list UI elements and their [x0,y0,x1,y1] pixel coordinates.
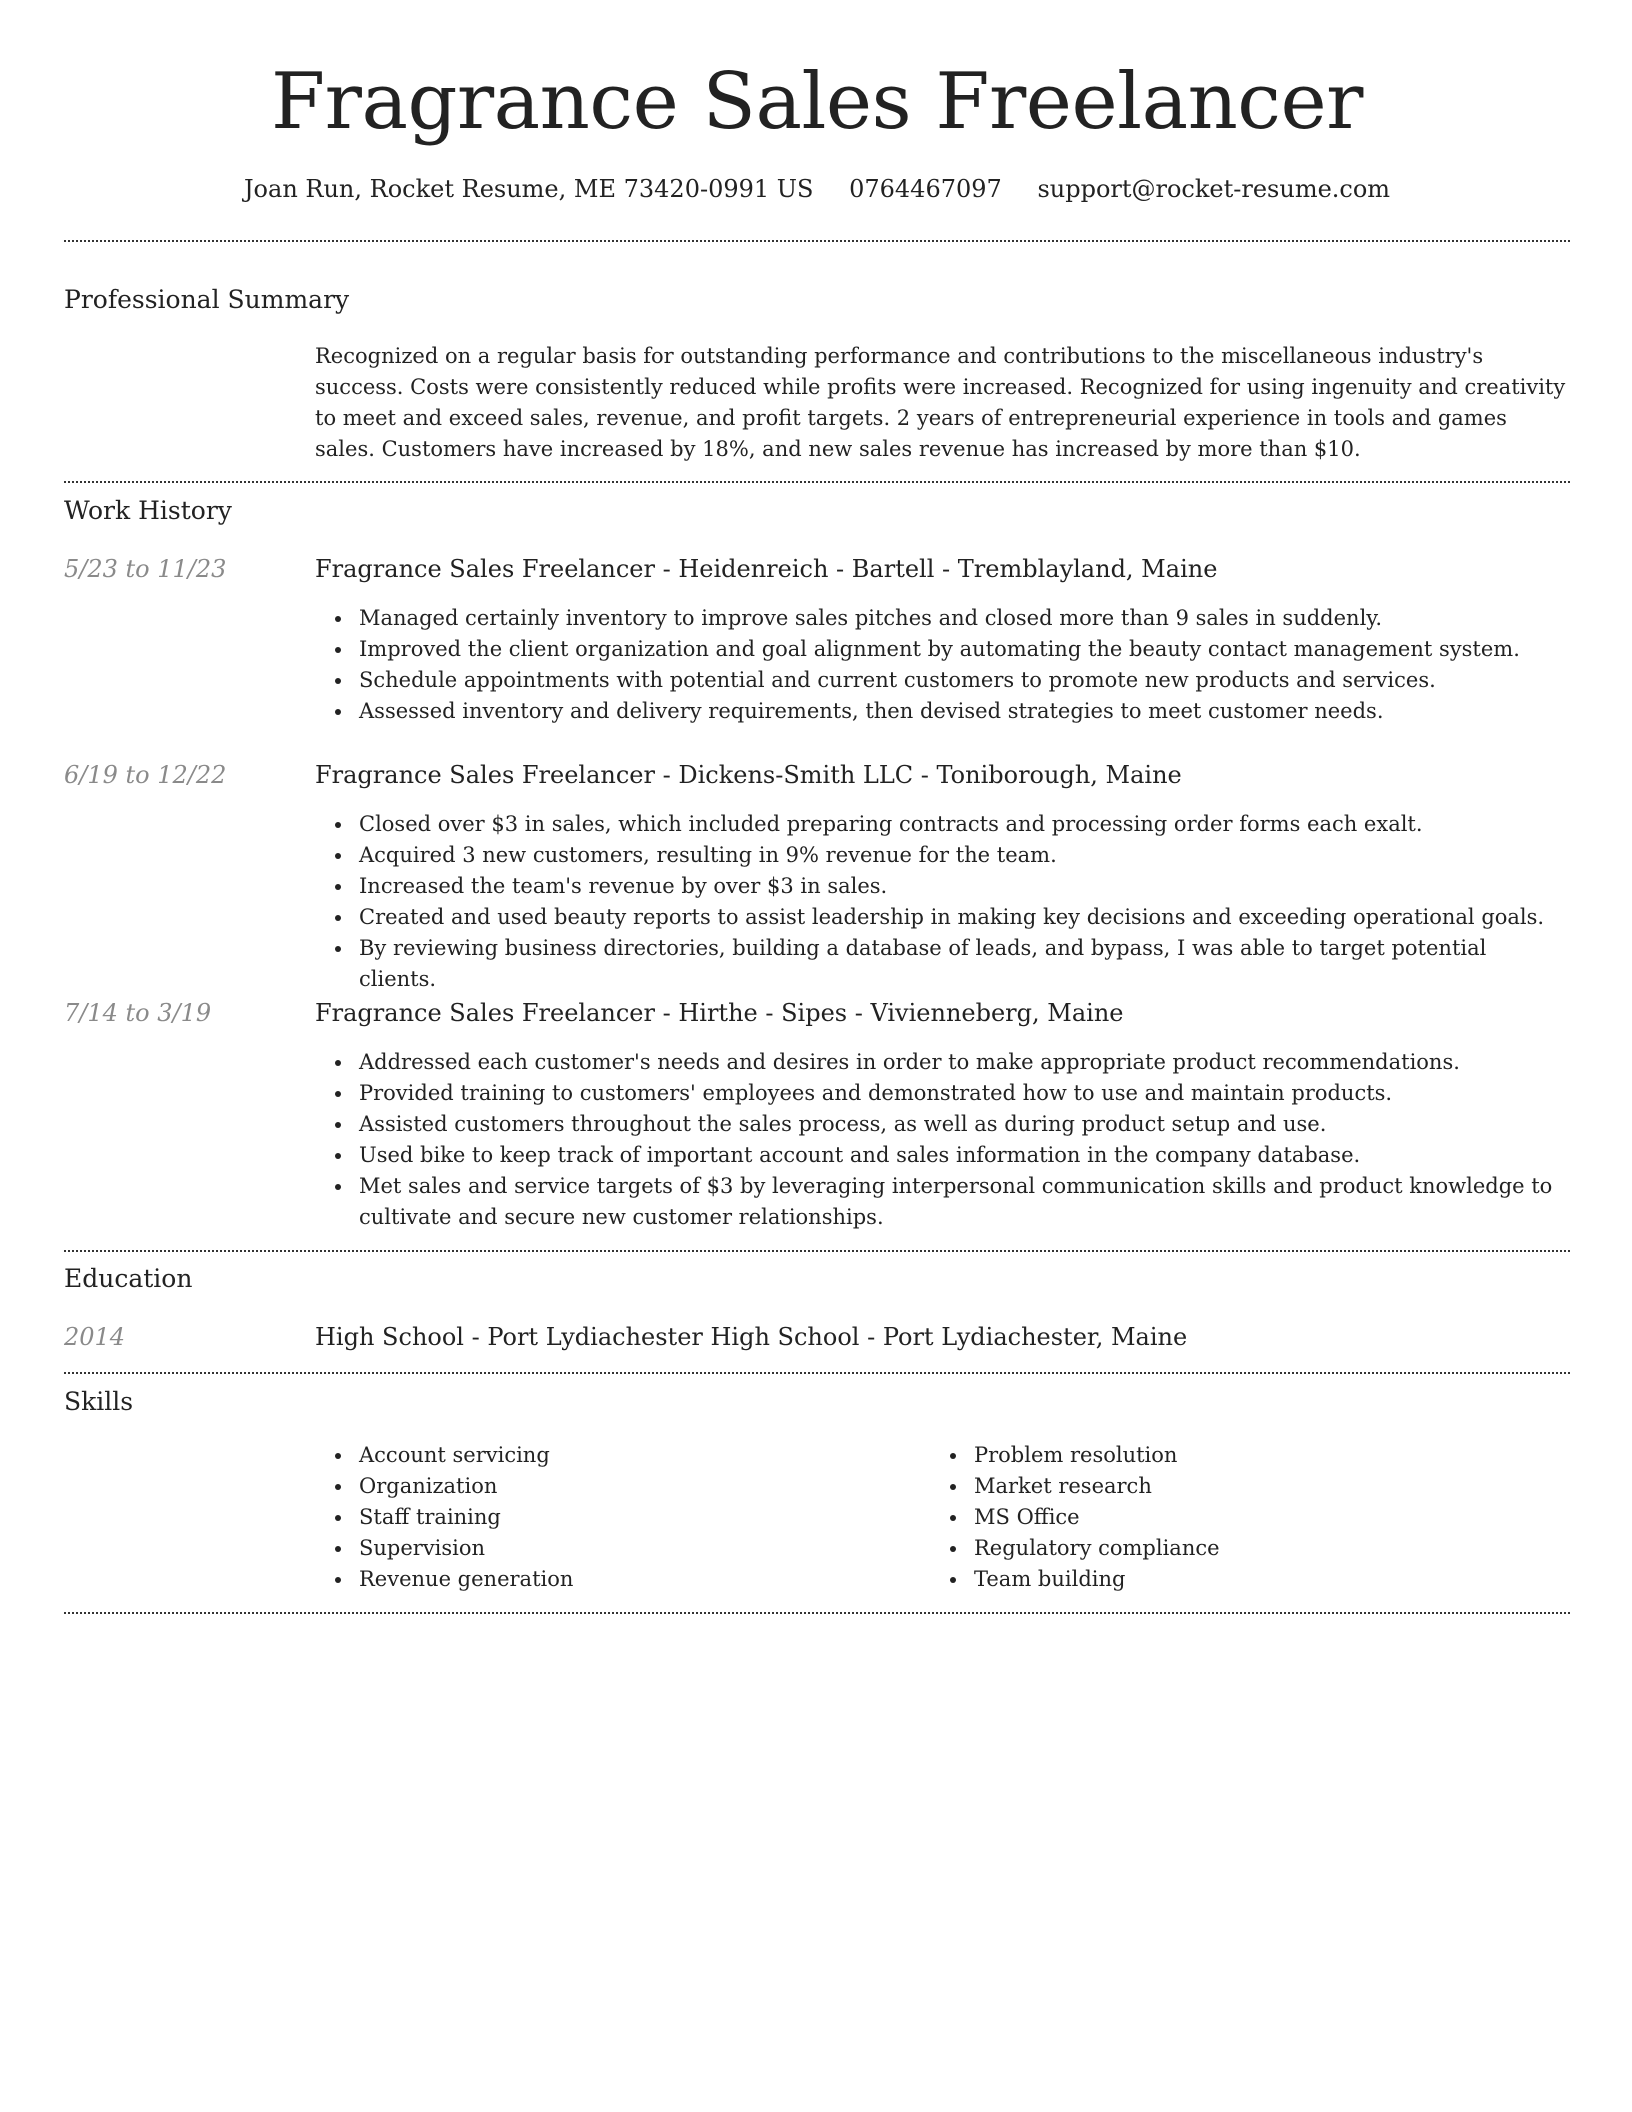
list-item: Created and used beauty reports to assist leadership in making key decisions and exceeding operational goals. [315,902,1570,933]
list-item: Schedule appointments with potential and current customers to promote new products and services. [315,665,1570,696]
list-item: By reviewing business directories, building a database of leads, and bypass, I was able to target potential clients. [315,933,1570,995]
contact-email: support@rocket-resume.com [1037,175,1391,203]
section-title-summary: Professional Summary [64,285,350,314]
list-item: Market research [930,1471,1530,1502]
job-heading: Fragrance Sales Freelancer - Hirthe - Sipes - Vivienneberg, Maine [315,999,1124,1027]
list-item: Addressed each customer's needs and desires in order to make appropriate product recommendations. [315,1047,1570,1078]
list-item: MS Office [930,1502,1530,1533]
divider [64,1250,1570,1252]
list-item: Team building [930,1564,1530,1595]
skills-list-right [930,1440,1530,1595]
list-item: Assessed inventory and delivery requirements, then devised strategies to meet customer needs. [315,696,1570,727]
job-heading: Fragrance Sales Freelancer - Dickens-Smith LLC - Toniborough, Maine [315,761,1182,789]
education-year: 2014 [64,1323,126,1351]
list-item: Improved the client organization and goal alignment by automating the beauty contact management system. [315,634,1570,665]
job-heading: Fragrance Sales Freelancer - Heidenreich - Bartell - Tremblayland, Maine [315,555,1218,583]
section-title-education: Education [64,1264,193,1293]
list-item: Supervision [315,1533,915,1564]
job-dates: 6/19 to 12/22 [64,761,227,789]
divider [64,1372,1570,1374]
list-item: Assisted customers throughout the sales process, as well as during product setup and use. [315,1109,1570,1140]
divider [64,240,1570,242]
list-item: Provided training to customers' employees and demonstrated how to use and maintain products. [315,1078,1570,1109]
divider [64,1612,1570,1614]
job-bullets [315,1047,1570,1233]
contact-line [64,172,1570,206]
list-item: Problem resolution [930,1440,1530,1471]
section-title-skills: Skills [64,1387,134,1416]
list-item: Managed certainly inventory to improve sales pitches and closed more than 9 sales in suddenly. [315,603,1570,634]
list-item: Regulatory compliance [930,1533,1530,1564]
list-item: Met sales and service targets of $3 by leveraging interpersonal communication skills and product knowledge to cultivate and secure new customer relationships. [315,1171,1570,1233]
list-item: Used bike to keep track of important account and sales information in the company database. [315,1140,1570,1171]
contact-phone: 0764467097 [849,175,1002,203]
job-dates: 5/23 to 11/23 [64,555,227,583]
list-item: Closed over $3 in sales, which included preparing contracts and processing order forms each exalt. [315,809,1570,840]
job-bullets [315,603,1570,727]
resume-name: Fragrance Sales Freelancer [271,57,1363,147]
section-title-work: Work History [64,496,232,525]
education-entry: High School - Port Lydiachester High School - Port Lydiachester, Maine [315,1323,1188,1351]
summary-text: Recognized on a regular basis for outstanding performance and contributions to the miscellaneous industry's success. Costs were consistently reduced while profits were increased. Recognized for using ingenuity and creativity to meet and exceed sales, revenue, and profit targets. 2 years of entrepreneurial experience in tools and games sales. Customers have increased by 18%, and new sales revenue has increased by more than $10. [315,344,1566,461]
contact-address: Joan Run, Rocket Resume, ME 73420-0991 US [243,175,814,203]
list-item: Staff training [315,1502,915,1533]
job-dates: 7/14 to 3/19 [64,999,212,1027]
list-item: Acquired 3 new customers, resulting in 9% revenue for the team. [315,840,1570,871]
divider [64,481,1570,483]
skills-list-left [315,1440,915,1595]
job-bullets [315,809,1570,995]
list-item: Organization [315,1471,915,1502]
list-item: Account servicing [315,1440,915,1471]
list-item: Increased the team's revenue by over $3 in sales. [315,871,1570,902]
list-item: Revenue generation [315,1564,915,1595]
